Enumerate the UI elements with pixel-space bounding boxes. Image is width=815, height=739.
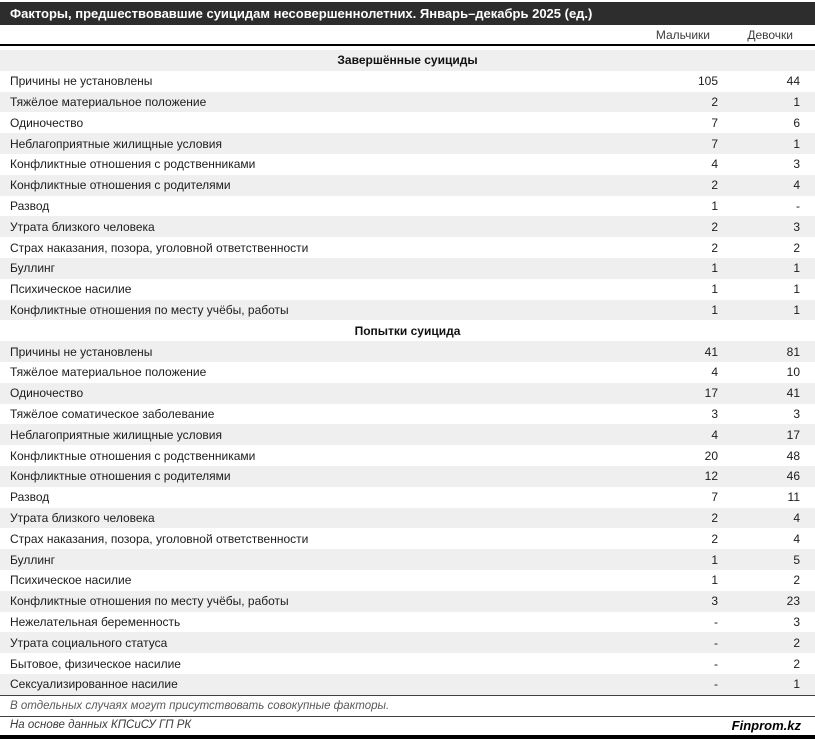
table-row [0,362,815,383]
table-row [0,92,815,113]
boys-value: 1 [711,552,718,567]
girls-value: 1 [793,677,800,692]
table-row [0,466,815,487]
table-row [0,508,815,529]
factor-label: Страх наказания, позора, уголовной ответственности [10,240,309,255]
boys-value: 2 [711,219,718,234]
table-row [0,674,815,695]
girls-value: 3 [793,157,800,172]
table-row [0,404,815,425]
table-row [0,383,815,404]
column-header-row [0,25,815,46]
table-row [0,445,815,466]
boys-value: 2 [711,94,718,109]
boys-value: 2 [711,178,718,193]
boys-value: 7 [711,136,718,151]
section-header [0,320,815,341]
section-title: Завершённые суициды [337,53,478,68]
boys-value: 41 [704,344,718,359]
girls-value: 4 [793,510,800,525]
page-title: Факторы, предшествовавшие суицидам несовершеннолетних. Январь–декабрь 2025 (ед.) [10,6,593,21]
table-row [0,154,815,175]
boys-value: 1 [711,261,718,276]
factor-label: Причины не установлены [10,344,153,359]
girls-value: 2 [793,240,800,255]
table-row [0,570,815,591]
girls-value: - [796,198,800,213]
girls-value: 46 [786,469,800,484]
section-header [0,50,815,71]
boys-value: 4 [711,427,718,442]
source-row [0,716,815,734]
girls-value: 3 [793,406,800,421]
factor-label: Психическое насилие [10,573,132,588]
factor-label: Тяжёлое материальное положение [10,94,207,109]
factors-table [0,50,815,695]
girls-value: 4 [793,178,800,193]
boys-value: 7 [711,490,718,505]
boys-value: - [714,614,718,629]
factor-label: Одиночество [10,386,84,401]
girls-value: 44 [786,74,800,89]
girls-value: 3 [793,219,800,234]
boys-value: 1 [711,302,718,317]
factor-label: Конфликтные отношения по месту учёбы, работы [10,594,289,609]
factor-label: Утрата близкого человека [10,219,155,234]
boys-value: - [714,635,718,650]
table-row [0,237,815,258]
column-header-girls: Девочки [747,27,793,42]
table-row [0,133,815,154]
factor-label: Сексуализированное насилие [10,677,178,692]
boys-value: 3 [711,406,718,421]
boys-value: 3 [711,594,718,609]
table-row [0,528,815,549]
factor-label: Психическое насилие [10,282,132,297]
factor-label: Конфликтные отношения с родственниками [10,448,256,463]
boys-value: 7 [711,115,718,130]
factor-label: Конфликтные отношения с родственниками [10,157,256,172]
boys-value: 17 [704,386,718,401]
report-title-bar [0,2,815,25]
source-text: На основе данных КПСиСУ ГП РК [10,719,192,732]
girls-value: 48 [786,448,800,463]
table-row [0,71,815,92]
girls-value: 3 [793,614,800,629]
boys-value: 1 [711,573,718,588]
factor-label: Развод [10,198,50,213]
girls-value: 81 [786,344,800,359]
factor-label: Тяжёлое материальное положение [10,365,207,380]
table-row [0,653,815,674]
table-row [0,258,815,279]
girls-value: 17 [786,427,800,442]
boys-value: 4 [711,157,718,172]
table-row [0,196,815,217]
girls-value: 4 [793,531,800,546]
girls-value: 6 [793,115,800,130]
factor-label: Буллинг [10,261,56,276]
table-row [0,424,815,445]
factor-label: Утрата социального статуса [10,635,168,650]
girls-value: 1 [793,94,800,109]
factor-label: Конфликтные отношения с родителями [10,469,231,484]
factor-label: Страх наказания, позора, уголовной ответственности [10,531,309,546]
factor-label: Неблагоприятные жилищные условия [10,136,222,151]
brand-logo: Finprom.kz [731,717,801,733]
girls-value: 11 [787,490,800,505]
factor-label: Утрата близкого человека [10,510,155,525]
section-title: Попытки суицида [354,323,461,338]
factor-label: Буллинг [10,552,56,567]
boys-value: 105 [697,74,718,89]
girls-value: 23 [786,594,800,609]
girls-value: 1 [793,282,800,297]
column-header-boys: Мальчики [655,27,710,42]
table-row [0,632,815,653]
table-row [0,279,815,300]
table-row [0,487,815,508]
boys-value: - [714,656,718,671]
table-row [0,175,815,196]
factor-label: Развод [10,490,50,505]
girls-value: 1 [793,136,800,151]
boys-value: 12 [704,469,718,484]
factor-label: Причины не установлены [10,74,153,89]
boys-value: 2 [711,510,718,525]
bottom-bar [0,735,815,739]
factor-label: Одиночество [10,115,84,130]
factor-label: Конфликтные отношения с родителями [10,178,231,193]
table-row [0,549,815,570]
boys-value: 1 [711,282,718,297]
table-row [0,341,815,362]
table-row [0,112,815,133]
table-row [0,300,815,321]
boys-value: 4 [711,365,718,380]
girls-value: 1 [793,261,800,276]
footnote-text: В отдельных случаях могут присутствовать совокупные факторы. [10,699,390,712]
boys-value: - [714,677,718,692]
factor-label: Нежелательная беременность [10,614,181,629]
girls-value: 2 [793,656,800,671]
girls-value: 10 [786,365,800,380]
boys-value: 2 [711,240,718,255]
table-row [0,612,815,633]
boys-value: 2 [711,531,718,546]
footnote-row [0,695,815,716]
girls-value: 41 [786,386,800,401]
factor-label: Тяжёлое соматическое заболевание [10,406,215,421]
girls-value: 2 [793,635,800,650]
table-row [0,216,815,237]
boys-value: 1 [711,198,718,213]
girls-value: 5 [793,552,800,567]
girls-value: 2 [793,573,800,588]
factor-label: Конфликтные отношения по месту учёбы, работы [10,302,289,317]
factor-label: Неблагоприятные жилищные условия [10,427,222,442]
table-row [0,591,815,612]
factor-label: Бытовое, физическое насилие [10,656,181,671]
boys-value: 20 [704,448,718,463]
girls-value: 1 [793,302,800,317]
